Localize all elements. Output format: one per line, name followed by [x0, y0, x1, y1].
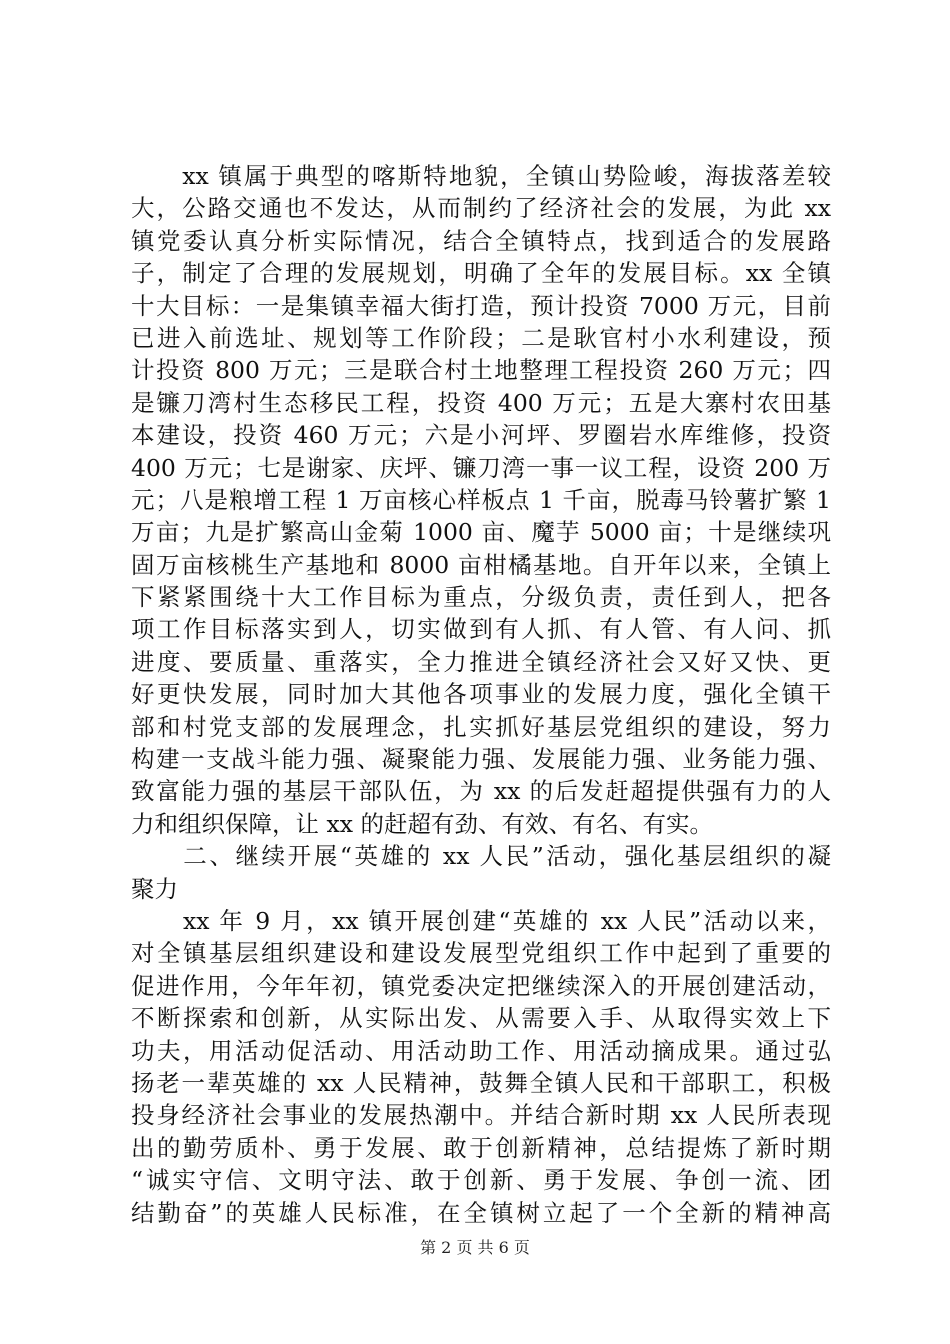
text-line: 好更快发展，同时加大其他各项事业的发展力度，强化全镇干: [131, 680, 831, 709]
section-heading-line: 聚力: [131, 874, 178, 903]
text-line: 已进入前选址、规划等工作阶段；二是耿官村小水利建设，预: [131, 323, 831, 352]
text-line: 计投资 800 万元；三是联合村土地整理工程投资 260 万元；四: [131, 356, 831, 385]
text-line: 是镰刀湾村生态移民工程，投资 400 万元；五是大寨村农田基: [131, 388, 831, 417]
text-line: 力和组织保障，让 xx 的赶超有劲、有效、有名、有实。: [131, 809, 713, 838]
document-body: [131, 160, 831, 1229]
text-line: 投身经济社会事业的发展热潮中。并结合新时期 xx 人民所表现: [131, 1101, 831, 1130]
text-line: 不断探索和创新，从实际出发、从需要入手、从取得实效上下: [131, 1004, 831, 1033]
text-line: 项工作目标落实到人，切实做到有人抓、有人管、有人问、抓: [131, 615, 831, 644]
text-line: 镇党委认真分析实际情况，结合全镇特点，找到适合的发展路: [131, 226, 831, 255]
text-line: 促进作用，今年年初，镇党委决定把继续深入的开展创建活动，: [131, 971, 831, 1000]
text-line: 对全镇基层组织建设和建设发展型党组织工作中起到了重要的: [131, 939, 831, 968]
text-line: 进度、要质量、重落实，全力推进全镇经济社会又好又快、更: [131, 647, 831, 676]
text-line: xx 镇属于典型的喀斯特地貌，全镇山势险峻，海拔落差较: [131, 162, 831, 190]
text-line: 功夫，用活动促活动、用活动助工作、用活动摘成果。通过弘: [131, 1036, 831, 1065]
text-line: 十大目标：一是集镇幸福大街打造，预计投资 7000 万元，目前: [131, 291, 831, 320]
text-line: 扬老一辈英雄的 xx 人民精神，鼓舞全镇人民和干部职工，积极: [131, 1068, 831, 1097]
text-line: 固万亩核桃生产基地和 8000 亩柑橘基地。自开年以来，全镇上: [131, 550, 831, 579]
text-line: 构建一支战斗能力强、凝聚能力强、发展能力强、业务能力强、: [131, 745, 831, 774]
text-line: “诚实守信、文明守法、敢于创新、勇于发展、争创一流、团: [131, 1166, 831, 1195]
text-line: 万亩；九是扩繁高山金菊 1000 亩、魔芋 5000 亩；十是继续巩: [131, 518, 831, 547]
text-line: 致富能力强的基层干部队伍，为 xx 的后发赶超提供强有力的人: [131, 777, 831, 806]
text-line: xx 年 9 月，xx 镇开展创建“英雄的 xx 人民”活动以来，: [131, 906, 831, 935]
text-line: 结勤奋”的英雄人民标准，在全镇树立起了一个全新的精神高: [131, 1198, 831, 1227]
text-line: 大，公路交通也不发达，从而制约了经济社会的发展，为此 xx: [131, 194, 831, 223]
text-line: 部和村党支部的发展理念，扎实抓好基层党组织的建设，努力: [131, 712, 831, 741]
section-heading-line: 二、继续开展“英雄的 xx 人民”活动，强化基层组织的凝: [131, 842, 831, 871]
text-line: 400 万元；七是谢家、庆坪、镰刀湾一事一议工程，设资 200 万: [131, 453, 831, 482]
text-line: 下紧紧围绕十大工作目标为重点，分级负责，责任到人，把各: [131, 583, 831, 612]
text-line: 元；八是粮增工程 1 万亩核心样板点 1 千亩，脱毒马铃薯扩繁 1: [131, 485, 831, 514]
text-line: 本建设，投资 460 万元；六是小河坪、罗圈岩水库维修，投资: [131, 421, 831, 450]
text-line: 出的勤劳质朴、勇于发展、敢于创新精神，总结提炼了新时期: [131, 1133, 831, 1162]
text-line: 子，制定了合理的发展规划，明确了全年的发展目标。xx 全镇: [131, 259, 831, 288]
page-number-footer: 第 2 页 共 6 页: [420, 1238, 530, 1257]
